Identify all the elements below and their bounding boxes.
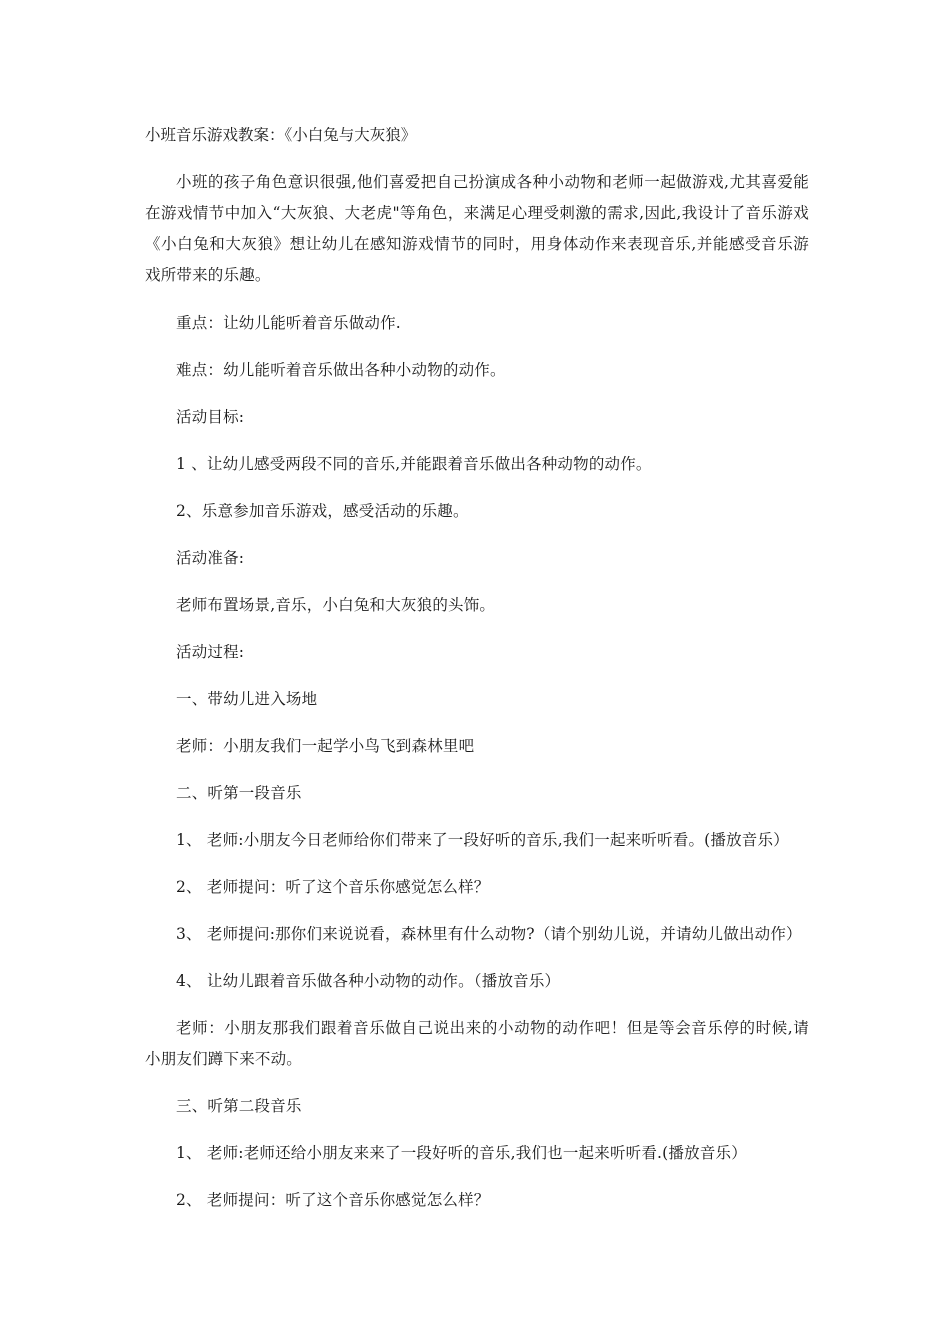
document-body	[145, 120, 809, 1232]
process-sub-item: 2、 老师提问：听了这个音乐你感觉怎么样？	[176, 878, 490, 896]
process-step-heading: 三、听第二段音乐	[176, 1097, 302, 1115]
difficult-point: 难点：幼儿能听着音乐做出各种小动物的动作。	[176, 361, 506, 379]
process-step-heading: 一、带幼儿进入场地	[176, 690, 318, 708]
process-step-heading: 二、听第一段音乐	[176, 784, 302, 802]
process-sub-item: 1、 老师:小朋友今日老师给你们带来了一段好听的音乐,我们一起来听听看。(播放音乐）	[176, 831, 789, 849]
section-heading-preparation: 活动准备:	[176, 549, 245, 567]
preparation-text: 老师布置场景,音乐，小白兔和大灰狼的头饰。	[176, 596, 496, 614]
process-sub-item: 1、 老师:老师还给小朋友来来了一段好听的音乐,我们也一起来听听看.(播放音乐）	[176, 1144, 747, 1162]
process-sub-item: 4、 让幼儿跟着音乐做各种小动物的动作。（播放音乐）	[176, 972, 561, 990]
section-heading-process: 活动过程:	[176, 643, 245, 661]
goal-item: 2、乐意参加音乐游戏，感受活动的乐趣。	[176, 502, 469, 520]
teacher-line: 老师：小朋友我们一起学小鸟飞到森林里吧	[176, 737, 475, 755]
document-title: 小班音乐游戏教案：《小白兔与大灰狼》	[145, 126, 417, 144]
key-point: 重点：让幼儿能听着音乐做动作.	[176, 314, 401, 332]
goal-item: 1 、让幼儿感受两段不同的音乐,并能跟着音乐做出各种动物的动作。	[176, 455, 652, 473]
process-sub-item: 3、 老师提问:那你们来说说看，森林里有什么动物?（请个别幼儿说，并请幼儿做出动作）	[176, 925, 802, 943]
teacher-line: 老师：小朋友那我们跟着音乐做自己说出来的小动物的动作吧！但是等会音乐停的时候,请小朋友们蹲下来不动。	[145, 1019, 809, 1068]
process-sub-item: 2、 老师提问：听了这个音乐你感觉怎么样？	[176, 1191, 490, 1209]
intro-paragraph: 小班的孩子角色意识很强,他们喜爱把自己扮演成各种小动物和老师一起做游戏,尤其喜爱能在游戏情节中加入“大灰狼、大老虎"等角色，来满足心理受刺激的需求,因此,我设计了音乐游戏《小白兔和大灰狼》想让幼儿在感知游戏情节的同时，用身体动作来表现音乐,并能感受音乐游戏所带来的乐趣。	[145, 173, 809, 284]
section-heading-goals: 活动目标:	[176, 408, 245, 426]
